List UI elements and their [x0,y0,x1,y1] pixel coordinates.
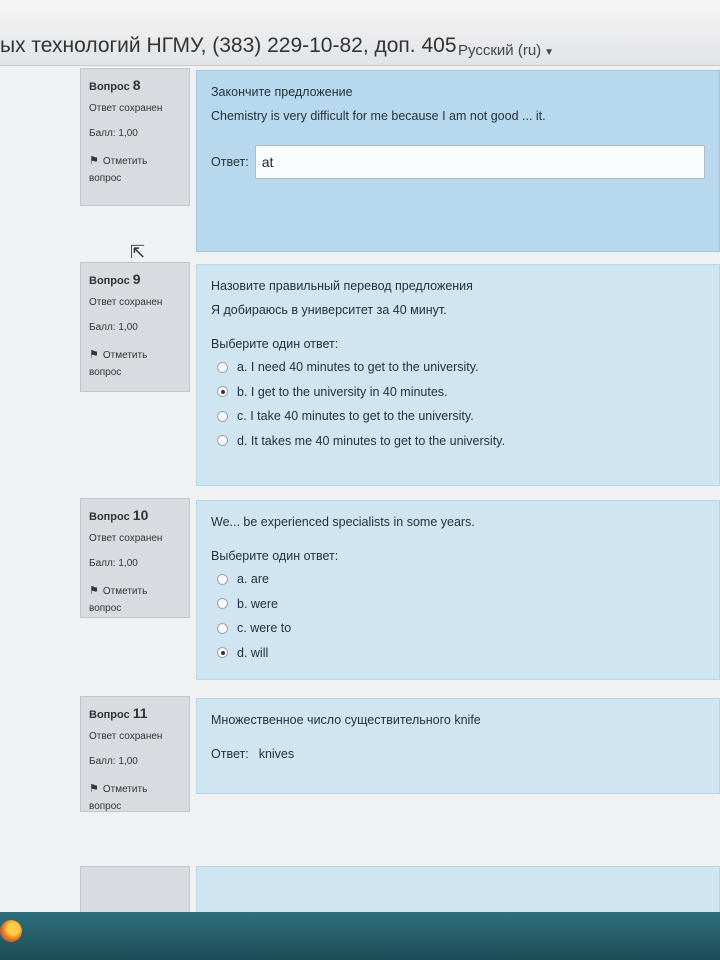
flag-icon: ⚑ [89,155,99,167]
question-grade: Балл: 1,00 [89,128,138,139]
radio-button[interactable] [217,598,228,609]
language-menu[interactable] [458,42,554,59]
question-info [80,696,190,812]
question-content [196,698,720,794]
question-title: Назовите правильный перевод предложения [211,279,473,293]
question-content [196,264,720,486]
radio-button-checked[interactable] [217,647,228,658]
caret-down-icon: ▼ [544,47,555,58]
firefox-icon[interactable] [0,920,22,942]
answer-row [211,747,705,761]
question-grade: Балл: 1,00 [89,558,138,569]
flag-icon: ⚑ [89,783,99,795]
question-state: Ответ сохранен [89,103,163,114]
flag-question-link[interactable]: ⚑ Отметить вопрос [89,155,148,184]
answer-row [211,145,705,179]
answer-value[interactable]: knives [258,747,295,761]
question-info [80,866,190,912]
radio-button-checked[interactable] [217,386,228,397]
language-label: Русский (ru) [458,42,542,59]
question-title: Закончите предложение [211,85,353,99]
radio-button[interactable] [217,435,228,446]
question-info [80,498,190,618]
answer-option[interactable]: b. were [211,592,705,617]
radio-button[interactable] [217,574,228,585]
radio-button[interactable] [217,362,228,373]
radio-button[interactable] [217,411,228,422]
mouse-cursor-icon: ⇱ [130,242,146,262]
flag-question-link[interactable]: ⚑ Отметить вопрос [89,783,148,812]
question-number: Вопрос 9 [89,271,141,287]
question-grade: Балл: 1,00 [89,322,138,333]
answer-option[interactable]: a. I need 40 minutes to get to the university. [211,355,705,380]
choice-prompt: Выберите один ответ: [211,337,339,351]
question-content [196,866,720,912]
question-content [196,70,720,252]
header-contacts: ых технологий НГМУ, (383) 229-10-82, доп. 405 [0,34,457,57]
question-state: Ответ сохранен [89,297,163,308]
choice-prompt: Выберите один ответ: [211,549,339,563]
answer-option[interactable]: d. will [211,641,705,666]
question-info [80,262,190,392]
flag-icon: ⚑ [89,349,99,361]
answer-label: Ответ: [211,155,249,169]
flag-question-link[interactable]: ⚑ Отметить вопрос [89,349,148,378]
answer-input[interactable] [255,145,705,179]
question-text: Я добираюсь в университет за 40 минут. [211,303,447,317]
radio-button[interactable] [217,623,228,634]
question-text: Множественное число существительного knife [211,713,481,727]
answer-option[interactable]: a. are [211,567,705,592]
question-text: We... be experienced specialists in some years. [211,515,475,529]
question-text: Chemistry is very difficult for me because I am not good ... it. [211,109,546,123]
quiz-page [0,66,720,912]
top-header [0,0,720,66]
question-content [196,500,720,680]
flag-question-link[interactable]: ⚑ Отметить вопрос [89,585,148,614]
answer-label: Ответ: [211,747,249,761]
question-grade: Балл: 1,00 [89,756,138,767]
answer-option[interactable]: c. I take 40 minutes to get to the university. [211,404,705,429]
os-taskbar [0,912,720,960]
answer-option[interactable]: c. were to [211,616,705,641]
question-number: Вопрос 11 [89,705,148,721]
question-info [80,68,190,206]
flag-icon: ⚑ [89,585,99,597]
answer-option[interactable]: b. I get to the university in 40 minutes. [211,380,705,405]
question-state: Ответ сохранен [89,533,163,544]
question-number: Вопрос 10 [89,507,149,523]
question-number: Вопрос 8 [89,77,141,93]
question-state: Ответ сохранен [89,731,163,742]
answer-option[interactable]: d. It takes me 40 minutes to get to the university. [211,429,705,454]
